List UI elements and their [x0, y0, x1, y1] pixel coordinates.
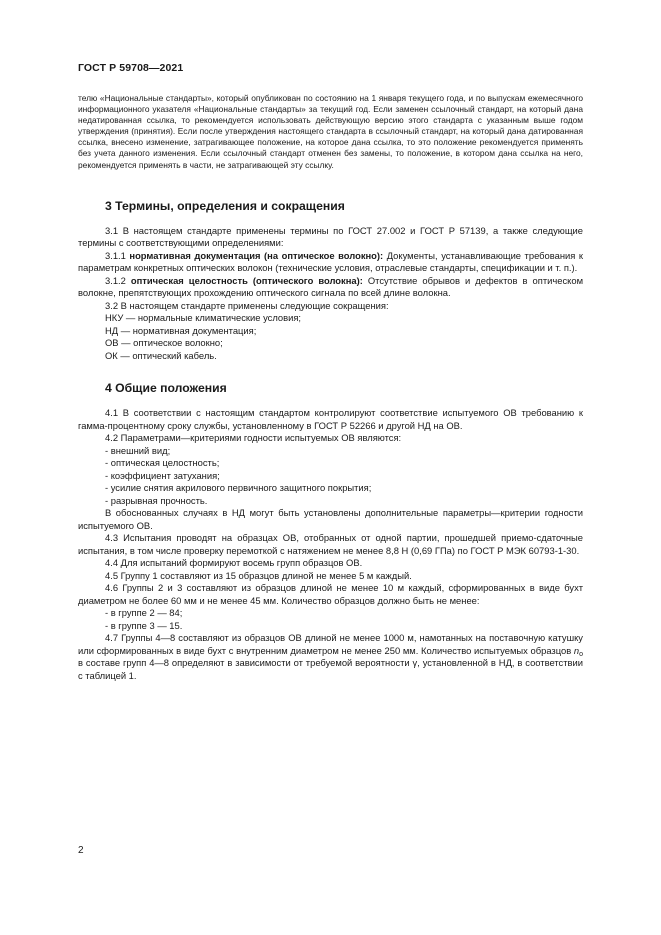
term-number: 3.1.1: [105, 249, 126, 261]
section-4-title: 4 Общие положения: [105, 381, 227, 396]
abbreviation-item: НКУ — нормальные климатические условия;: [105, 312, 302, 324]
group-item: - в группе 2 — 84;: [105, 607, 183, 619]
section-3-title: 3 Термины, определения и сокращения: [105, 198, 345, 213]
paragraph-4-4: 4.4 Для испытаний формируют восемь групп образцов ОВ.: [105, 557, 363, 569]
paragraph-3-1: 3.1 В настоящем стандарте применены термины по ГОСТ 27.002 и ГОСТ Р 57139, а также следующие термины с соответствующими определениями:: [78, 224, 583, 249]
term-definition: Документы, устанавливающие требования к параметрам конкретных оптических волокон (технические условия, отраслевые стандарты, спецификации и т. п.).: [78, 249, 583, 274]
criteria-item: - внешний вид;: [105, 444, 171, 456]
term-name: оптическая целостность (оптического волокна):: [130, 274, 363, 286]
criteria-item: - коэффициент затухания;: [105, 469, 220, 481]
term-name: нормативная документация (на оптическое волокно):: [129, 249, 384, 261]
abbreviation-item: ОК — оптический кабель.: [105, 349, 217, 361]
group-item: - в группе 3 — 15.: [105, 619, 183, 631]
criteria-item: - усилие снятия акрилового первичного защитного покрытия;: [105, 482, 372, 494]
abbreviation-item: ОВ — оптическое волокно;: [105, 337, 223, 349]
paragraph-4-1: 4.1 В соответствии с настоящим стандартом контролируют соответствие испытуемого ОВ требованию к гамма-процентному сроку службы, установленному в ГОСТ Р 52266 и другой НД на ОВ.: [78, 407, 583, 431]
paragraph-4-2-extra: В обоснованных случаях в НД могут быть установлены дополнительные параметры—критерии годности испытуемого ОВ.: [78, 507, 583, 531]
term-number: 3.1.2: [105, 274, 126, 286]
page-number: 2: [78, 845, 84, 856]
document-body: [78, 93, 583, 682]
paragraph-4-7-end: в составе групп 4—8 определяют в зависимости от требуемой вероятности γ, установленной в НД, в соответствии с таблицей 1.: [78, 657, 583, 681]
term-3-1-2: [78, 275, 583, 300]
paragraph-4-5: 4.5 Группу 1 составляют из 15 образцов длиной не менее 5 м каждый.: [105, 569, 412, 581]
criteria-item: - оптическая целостность;: [105, 457, 220, 469]
variable-n: n: [573, 644, 580, 656]
paragraph-4-6: 4.6 Группы 2 и 3 составляют из образцов длиной не менее 10 м каждый, сформированных в виде бухт диаметром не более 60 мм и не менее 45 мм. Количество образцов должно быть не менее:: [78, 582, 583, 606]
variable-subscript: о: [579, 650, 583, 658]
paragraph-4-7: [78, 632, 583, 682]
term-definition: Отсутствие обрывов и дефектов в оптическом волокне, препятствующих прохождению оптического сигнала по всей длине волокна.: [78, 274, 584, 299]
intro-paragraph: телю «Национальные стандарты», который опубликован по состоянию на 1 января текущего года, и по выпускам ежемесячного информационного указателя «Национальные стандарты» за текущий год. Если заменен ссылочный стандарт, на который дана недатированная ссылка, то рекомендуется использовать действующую версию этого стандарта с указанным выше годом утверждения (принятия). Если после утверждения настоящего стандарта в ссылочный стандарт, на который дана датированная ссылка, внесено изменение, затрагивающее положение, на которое дана ссылка, то это положение рекомендуется применять без учета данного изменения. Если ссылочный стандарт отменен без замены, то положение, в котором дана ссылка на него, рекомендуется применять в части, не затрагивающей эту ссылку.: [78, 93, 583, 170]
abbreviation-item: НД — нормативная документация;: [105, 324, 257, 336]
paragraph-4-3: 4.3 Испытания проводят на образцах ОВ, отобранных от одной партии, прошедшей приемо-сдаточные испытания, в том числе проверку перемоткой с натяжением не менее 8,8 Н (0,69 ГПа) по ГОСТ Р МЭК 60793-1-30.: [78, 532, 583, 556]
term-3-1-1: [78, 250, 583, 275]
document-header: ГОСТ Р 59708—2021: [78, 62, 184, 74]
paragraph-4-2: 4.2 Параметрами—критериями годности испытуемых ОВ являются:: [105, 432, 402, 444]
paragraph-4-7-start: 4.7 Группы 4—8 составляют из образцов ОВ длиной не менее 1000 м, намотанных на поставочную катушку или сформированных в виде бухт с внутренним диаметром не менее 250 мм. Количество испытуемых образцов: [78, 632, 583, 656]
criteria-item: - разрывная прочность.: [105, 494, 208, 506]
paragraph-3-2: 3.2 В настоящем стандарте применены следующие сокращения:: [105, 299, 389, 311]
